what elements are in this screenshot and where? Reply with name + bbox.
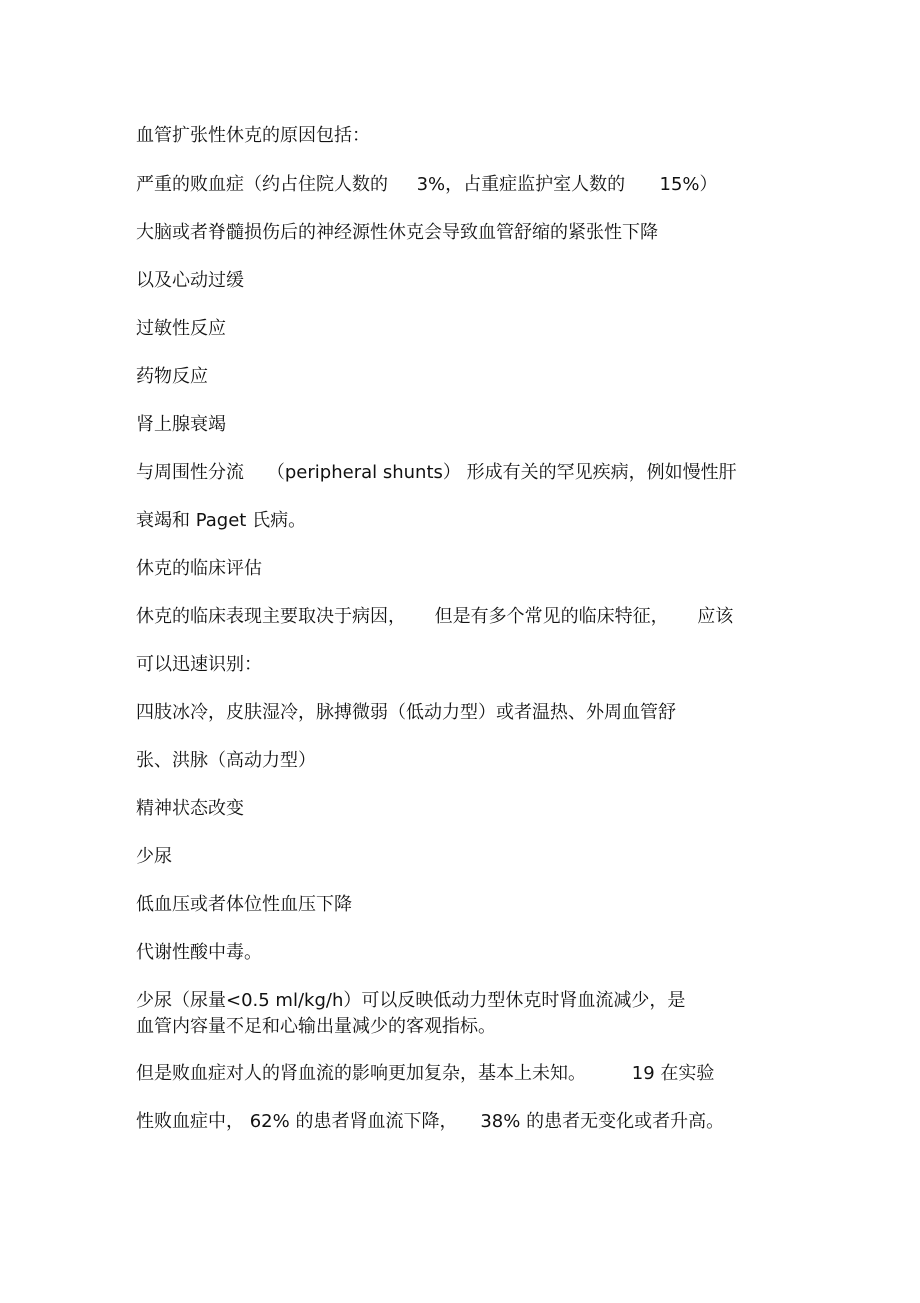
text-line: 少尿 <box>136 846 172 867</box>
text-line: 张、洪脉（高动力型） <box>136 750 316 771</box>
text-line: 代谢性酸中毒。 <box>136 942 262 963</box>
text-line: 低血压或者体位性血压下降 <box>136 894 352 915</box>
text-line: 四肢冰冷，皮肤湿冷，脉搏微弱（低动力型）或者温热、外周血管舒 <box>136 702 676 723</box>
text-line: 与周围性分流 （peripheral shunts） 形成有关的罕见疾病，例如慢性肝 <box>136 462 737 483</box>
section-heading: 休克的临床评估 <box>136 558 262 579</box>
text-line: 精神状态改变 <box>136 798 244 819</box>
text-line: 过敏性反应 <box>136 318 226 339</box>
text-line: 性败血症中， 62% 的患者肾血流下降， 38% 的患者无变化或者升高。 <box>136 1111 725 1132</box>
text-line: 衰竭和 Paget 氏病。 <box>136 510 307 531</box>
text-line: 血管扩张性休克的原因包括： <box>136 125 370 146</box>
text-line: 但是败血症对人的肾血流的影响更加复杂，基本上未知。 19 在实验 <box>136 1063 715 1084</box>
text-line: 以及心动过缓 <box>136 270 244 291</box>
text-line: 血管内容量不足和心输出量减少的客观指标。 <box>136 1016 496 1037</box>
text-line: 大脑或者脊髓损伤后的神经源性休克会导致血管舒缩的紧张性下降 <box>136 222 658 243</box>
text-line: 休克的临床表现主要取决于病因， 但是有多个常见的临床特征， 应该 <box>136 606 734 627</box>
text-line: 少尿（尿量<0.5 ml/kg/h）可以反映低动力型休克时肾血流减少，是 <box>136 990 686 1011</box>
text-line: 可以迅速识别： <box>136 654 262 675</box>
text-line: 严重的败血症（约占住院人数的 3%，占重症监护室人数的 15%） <box>136 174 718 195</box>
text-line: 肾上腺衰竭 <box>136 414 226 435</box>
text-line: 药物反应 <box>136 366 208 387</box>
